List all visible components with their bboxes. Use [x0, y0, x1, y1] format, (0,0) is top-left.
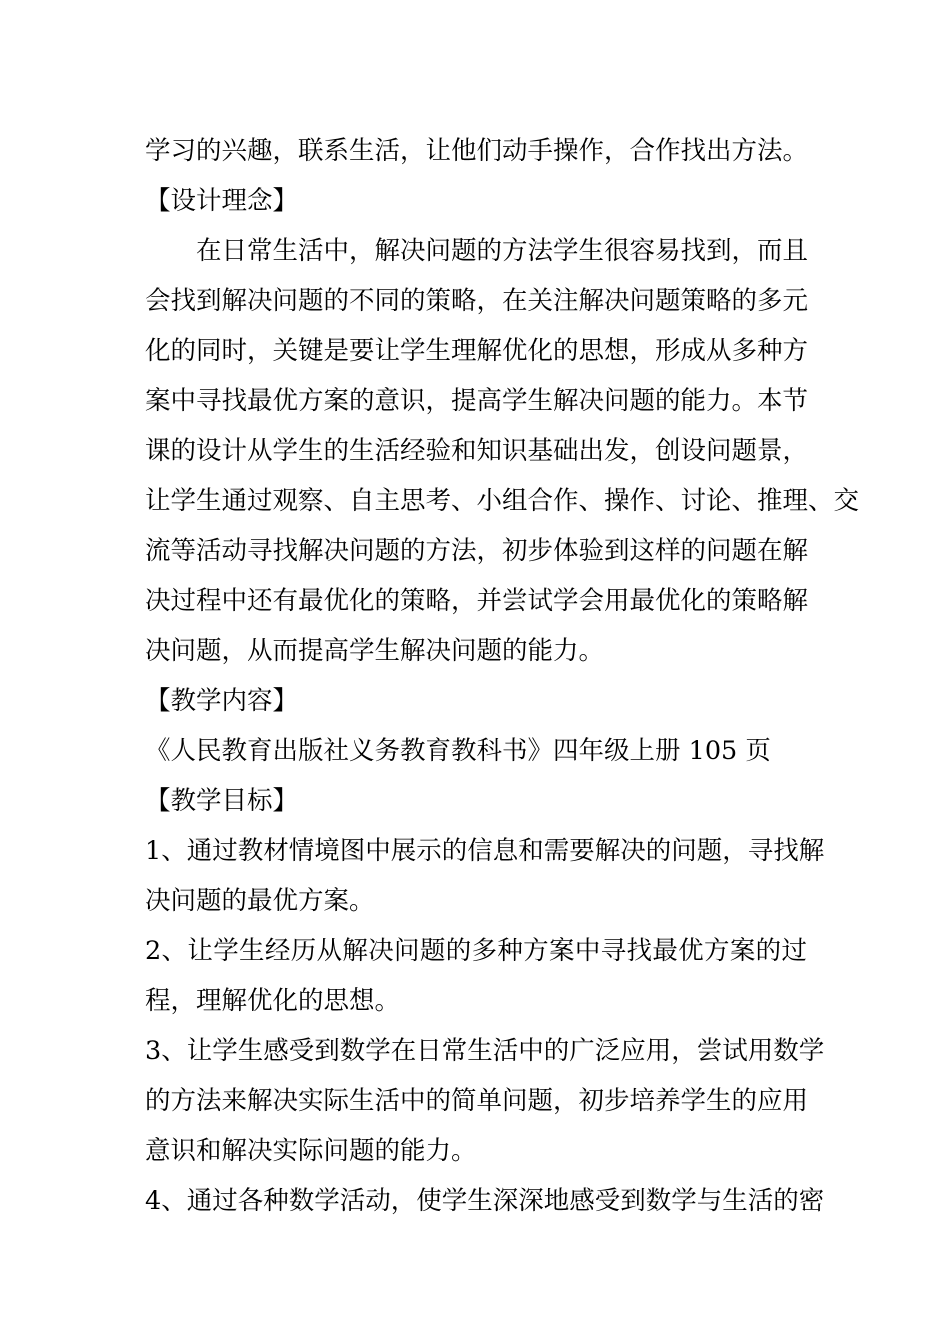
goal-1-line-1: 1、通过教材情境图中展示的信息和需要解决的问题，寻找解 [145, 836, 825, 866]
section-heading-design-concept: 【设计理念】 [145, 186, 299, 216]
section-heading-teaching-goals: 【教学目标】 [145, 786, 299, 816]
text-line-9: 流等活动寻找解决问题的方法，初步体验到这样的问题在解 [145, 536, 809, 566]
text-line-3: 在日常生活中，解决问题的方法学生很容易找到，而且 [196, 236, 809, 266]
text-line-1: 学习的兴趣，联系生活，让他们动手操作，合作找出方法。 [145, 136, 809, 166]
text-line-5: 化的同时，关键是要让学生理解优化的思想，形成从多种方 [145, 336, 809, 366]
goal-3-line-1: 3、让学生感受到数学在日常生活中的广泛应用，尝试用数学 [145, 1036, 825, 1066]
goal-2-line-1: 2、让学生经历从解决问题的多种方案中寻找最优方案的过 [145, 936, 807, 966]
text-line-11: 决问题，从而提高学生解决问题的能力。 [145, 636, 605, 666]
section-heading-teaching-content: 【教学内容】 [145, 686, 299, 716]
goal-3-line-2: 的方法来解决实际生活中的简单问题，初步培养学生的应用 [145, 1086, 809, 1116]
text-line-4: 会找到解决问题的不同的策略，在关注解决问题策略的多元 [145, 286, 809, 316]
text-line-6: 案中寻找最优方案的意识，提高学生解决问题的能力。本节 [145, 386, 809, 416]
goal-2-line-2: 程，理解优化的思想。 [145, 986, 401, 1016]
goal-3-line-3: 意识和解决实际问题的能力。 [145, 1136, 477, 1166]
body-text [145, 126, 860, 1226]
goal-4-line-1: 4、通过各种数学活动，使学生深深地感受到数学与生活的密 [145, 1186, 825, 1216]
goal-1-line-2: 决问题的最优方案。 [145, 886, 375, 916]
text-line-10: 决过程中还有最优化的策略，并尝试学会用最优化的策略解 [145, 586, 809, 616]
text-line-8: 让学生通过观察、自主思考、小组合作、操作、讨论、推理、交 [145, 486, 860, 516]
text-line-7: 课的设计从学生的生活经验和知识基础出发，创设问题景， [145, 436, 809, 466]
text-line-13: 《人民教育出版社义务教育教科书》四年级上册 105 页 [145, 736, 771, 766]
